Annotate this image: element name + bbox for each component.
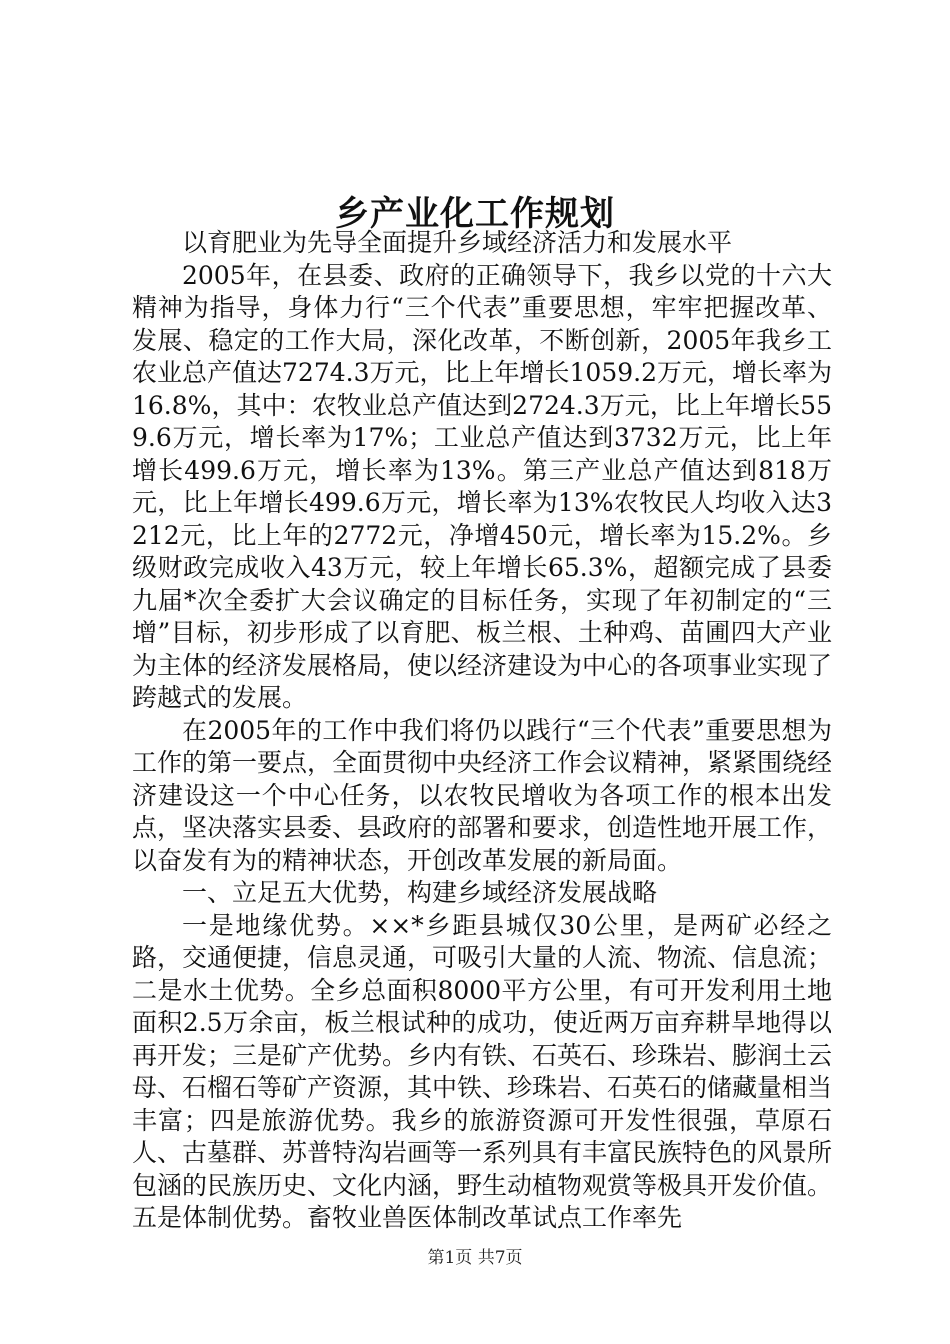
document-title: 乡产业化工作规划: [335, 194, 615, 234]
page-footer: 第1页 共7页: [427, 1248, 523, 1268]
section-heading: 一、立足五大优势，构建乡域经济发展战略: [182, 878, 658, 907]
paragraph-overview: 2005年，在县委、政府的正确领导下，我乡以党的十六大精神为指导，身体力行“三个代表”重要思想，牢牢把握改革、发展、稳定的工作大局，深化改革，不断创新，2005年我乡工农业总产值达7274.3万元，比上年增长1059.2万元，增长率为16.8%，其中：农牧业总产值达到2724.3万元，比上年增长559.6万元，增长率为17%；工业总产值达到3732万元，比上年增长499.6万元，增长率为13%。第三产业总产值达到818万元，比上年增长499.6万元，增长率为13%农牧民人均收入达3212元，比上年的2772元，净增450元，增长率为15.2%。乡级财政完成收入43万元，较上年增长65.3%，超额完成了县委九届*次全委扩大会议确定的目标任务，实现了年初制定的“三增”目标，初步形成了以育肥、板兰根、土种鸡、苗圃四大产业为主体的经济发展格局，使以经济建设为中心的各项事业实现了跨越式的发展。: [132, 260, 833, 712]
document-subtitle: 以育肥业为先导全面提升乡域经济活力和发展水平: [182, 228, 733, 257]
paragraph-plan: 在2005年的工作中我们将仍以践行“三个代表”重要思想为工作的第一要点，全面贯彻中央经济工作会议精神，紧紧围绕经济建设这一个中心任务，以农牧民增收为各项工作的根本出发点，坚决落实县委、县政府的部署和要求，创造性地开展工作，以奋发有为的精神状态，开创改革发展的新局面。: [132, 715, 833, 875]
document-body: [132, 227, 832, 1235]
paragraph-advantages: 一是地缘优势。××*乡距县城仅30公里，是两矿必经之路，交通便捷，信息灵通，可吸引大量的人流、物流、信息流；二是水土优势。全乡总面积8000平方公里，有可开发利用土地面积2.5万余亩，板兰根试种的成功，使近两万亩弃耕旱地得以再开发；三是矿产优势。乡内有铁、石英石、珍珠岩、膨润土云母、石榴石等矿产资源，其中铁、珍珠岩、石英石的储藏量相当丰富；四是旅游优势。我乡的旅游资源可开发性很强，草原石人、古墓群、苏普特沟岩画等一系列具有丰富民族特色的风景所包涵的民族历史、文化内涵，野生动植物观赏等极具开发价值。五是体制优势。畜牧业兽医体制改革试点工作率先: [132, 910, 833, 1232]
